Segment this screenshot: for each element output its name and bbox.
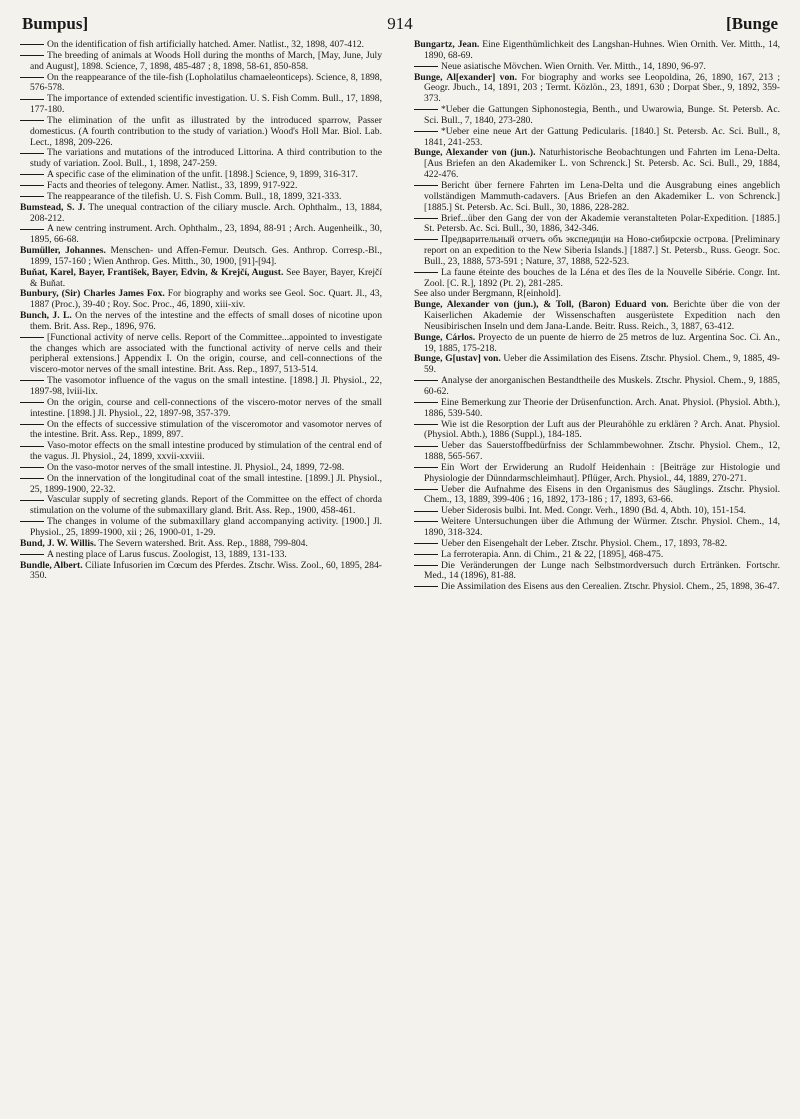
bibliography-entry: [414, 441, 780, 463]
entry-text: On the nerves of the intestine and the effects of small doses of nicotine upon them. Brit. Ass. Rep., 1896, 976.: [30, 310, 382, 332]
entry-text: Ein Wort der Erwiderung an Rudolf Heidenhain : [Beiträge zur Histologie und Physiologie der Dünndarmschleimhaut]. Pflüger, Arch. Physiol., 44, 1889, 270-271.: [424, 461, 780, 484]
bibliography-entry: [414, 582, 780, 593]
bibliography-entry: [20, 561, 382, 583]
entry-text: The changes in volume of the submaxillary gland accompanying activity. [1900.] Jl. Physiol., 25, 1899-1900, xii ; 26, 1900-01, 1-29.: [30, 516, 382, 538]
entry-text: Berichte über die von der Kaiserlichen Akademie der Wissenschaften ausgerüstete Expedition nach den Neusibirischen Inseln und dem Jana-Lande. Beitr. Russ. Reich., 3, 1887, 63-412.: [424, 299, 781, 332]
entry-text: *Ueber die Gattungen Siphonostegia, Benth., und Uwarowia, Bunge. St. Petersb. Ac. Sci. Bull., 7, 1840, 273-280.: [424, 104, 780, 126]
bibliography-entry: [414, 300, 780, 333]
ditto-dash: [414, 467, 438, 468]
entry-text: Naturhistorische Beobachtungen und Fahrten im Lena-Delta. [Aus Briefen an den Akademiker L. von Schrenck.] St. Petersb. Ac. Sci. Bull., 29, 1884, 422-476.: [424, 147, 780, 181]
ditto-dash: [20, 174, 44, 175]
bibliography-entry: [414, 127, 780, 149]
bibliography-entry: [20, 398, 382, 420]
ditto-dash: [414, 521, 438, 522]
ditto-dash: [414, 402, 438, 403]
ditto-dash: [20, 424, 44, 425]
bibliography-entry: [414, 148, 780, 181]
bibliography-entry: [20, 311, 382, 333]
ditto-dash: [20, 478, 44, 479]
entry-text: Ueber die Aufnahme des Eisens in den Organismus des Säuglings. Ztschr. Physiol. Chem., 13, 1889, 399-406 ; 16, 1892, 173-186 ; 17, 1893, 63-66.: [424, 483, 780, 506]
ditto-dash: [414, 185, 438, 186]
entry-author: Bunch, J. L.: [20, 310, 72, 322]
bibliography-entry: [414, 181, 780, 214]
entry-author: Bumüller, Johannes.: [20, 245, 106, 257]
bibliography-entry: [20, 289, 382, 311]
entry-text: Ueber Siderosis bulbi. Int. Med. Congr. Verh., 1890 (Bd. 4, Abth. 10), 151-154.: [441, 505, 746, 517]
ditto-dash: [414, 131, 438, 132]
entry-text: A new centring instrument. Arch. Ophthalm., 23, 1894, 88-91 ; Arch. Augenheilk., 30, 1895, 66-68.: [30, 223, 382, 246]
ditto-dash: [414, 66, 438, 67]
entry-text: Vascular supply of secreting glands. Report of the Committee on the effect of chorda stimulation on the volume of the submaxillary gland. Brit. Ass. Rep., 1900, 458-461.: [30, 494, 382, 517]
ditto-dash: [20, 185, 44, 186]
bibliography-entry: [20, 495, 382, 517]
right-column: [414, 40, 780, 593]
entry-text: Eine Bemerkung zur Theorie der Drüsenfunction. Arch. Anat. Physiol. (Physiol. Abth.), 1886, 539-540.: [424, 396, 780, 419]
ditto-dash: [20, 229, 44, 230]
ditto-dash: [414, 380, 438, 381]
bibliography-entry: [414, 214, 780, 236]
entry-text: Eine Eigenthümlichkeit des Langshan-Huhnes. Wien Ornith. Ver. Mitth., 14, 1890, 68-69.: [424, 39, 781, 61]
entry-text: Ueber die Assimilation des Eisens. Ztschr. Physiol. Chem., 9, 1885, 49-59.: [424, 353, 780, 376]
entry-text: The elimination of the unfit as illustrated by the introduced sparrow, Passer domesticus. (A fourth contribution to the study of variation.) Wood's Holl Mar. Biol. Lab. Lect., 1898, 209-226.: [30, 114, 382, 148]
entry-text: Wie ist die Resorption der Luft aus der Pleurahöhle zu erklären ? Arch. Anat. Physiol. (Physiol. Abth.), 1886 (Suppl.), 184-185.: [424, 418, 780, 441]
entry-text: Ueber den Eisengehalt der Leber. Ztschr. Physiol. Chem., 17, 1893, 78-82.: [441, 537, 728, 549]
ditto-dash: [414, 109, 438, 110]
entry-text: Weitere Untersuchungen über die Athmung der Würmer. Ztschr. Physiol. Chem., 14, 1890, 318-324.: [424, 516, 780, 538]
entry-text: On the origin, course and cell-connections of the viscero-motor nerves of the small intestine. [1898.] Jl. Physiol., 22, 1897-98, 357-379.: [30, 396, 382, 419]
bibliography-entry: [414, 40, 780, 62]
ditto-dash: [414, 511, 438, 512]
ditto-dash: [20, 337, 44, 338]
entry-text: A nesting place of Larus fuscus. Zoologist, 13, 1889, 131-133.: [47, 548, 287, 560]
bibliography-entry: [414, 561, 780, 583]
entry-text: Analyse der anorganischen Bestandtheile des Muskels. Ztschr. Physiol. Chem., 9, 1885, 60-62.: [424, 375, 780, 397]
ditto-dash: [20, 44, 44, 45]
bibliography-entry: [20, 116, 382, 149]
bibliography-entry: [20, 441, 382, 463]
ditto-dash: [414, 424, 438, 425]
bibliography-entry: [20, 94, 382, 116]
bibliography-entry: [414, 485, 780, 507]
entry-text: Ciliate Infusorien im Cœcum des Pferdes. Ztschr. Wiss. Zool., 60, 1895, 284-350.: [30, 559, 383, 582]
entry-author: Buňat, Karel, Bayer, František, Bayer, Edvin, & Krejčí, August.: [20, 266, 284, 278]
entry-author: Bund, J. W. Willis.: [20, 537, 97, 549]
ditto-dash: [20, 55, 44, 56]
ditto-dash: [20, 521, 44, 522]
entry-text: A specific case of the elimination of the unfit. [1898.] Science, 9, 1899, 316-317.: [47, 169, 358, 181]
bibliography-entry: [20, 203, 382, 225]
bibliography-entry: [414, 105, 780, 127]
entry-author: Bunge, Alexander von (jun.).: [414, 147, 536, 159]
entry-text: Facts and theories of telegony. Amer. Natlist., 33, 1899, 917-922.: [47, 179, 298, 191]
ditto-dash: [20, 554, 44, 555]
bibliography-entry: [414, 268, 780, 290]
entry-text: See Bayer, Bayer, Krejčí & Buňat.: [30, 266, 382, 289]
bibliography-entry: [20, 517, 382, 539]
entry-author: Bunge, Cárlos.: [414, 331, 476, 343]
bibliography-entry: [414, 517, 780, 539]
ditto-dash: [414, 272, 438, 273]
entry-text: Ueber das Sauerstoffbedürfniss der Schlammbewohner. Ztschr. Physiol. Chem., 12, 1888, 565-567.: [424, 440, 780, 463]
ditto-dash: [414, 446, 438, 447]
entry-author: Bundle, Albert.: [20, 559, 83, 571]
bibliography-entry: [20, 73, 382, 95]
entry-text: The reappearance of the tilefish. U. S. Fish Comm. Bull., 18, 1899, 321-333.: [47, 190, 342, 202]
entry-author: Bunge, Alexander von (jun.), & Toll, (Baron) Eduard von.: [414, 299, 669, 311]
bibliography-entry: [414, 376, 780, 398]
ditto-dash: [20, 196, 44, 197]
bibliography-entry: [20, 51, 382, 73]
ditto-dash: [414, 543, 438, 544]
entry-text: The variations and mutations of the introduced Littorina. A third contribution to the study of variation. Zool. Bull., 1, 1898, 247-259.: [30, 147, 382, 170]
entry-text: The vasomotor influence of the vagus on the small intestine. [1898.] Jl. Physiol., 22, 1897-98, lviii-lix.: [30, 375, 382, 397]
ditto-dash: [20, 77, 44, 78]
entry-text: Brief...über den Gang der von der Akademie veranstalteten Polar-Expedition. [1885.] St. Petersb. Ac. Sci. Bull., 30, 1886, 342-346.: [424, 212, 780, 235]
bibliography-entry: [414, 354, 780, 376]
entry-text: Bericht über fernere Fahrten im Lena-Delta und die Ausgrabung eines angeblich vollständigen Mammuth-cadavers. [Aus Briefen an den Akademiker L. von Schrenck.] [1885.] St. Petersb. Ac. Sci. Bull., 30, 1886, 228-282.: [424, 179, 780, 213]
entry-text: For biography and works see Geol. Soc. Quart. Jl., 43, 1887 (Proc.), 39-40 ; Roy. Soc. Proc., 46, 1890, xiii-xiv.: [30, 288, 382, 311]
bibliography-entry: [20, 268, 382, 290]
entry-text: On the effects of successive stimulation of the visceromotor and vasomotor nerves of the intestine. Brit. Ass. Rep., 1899, 897.: [30, 418, 382, 441]
entry-text: The importance of extended scientific investigation. U. S. Fish Comm. Bull., 17, 1898, 177-180.: [30, 93, 382, 116]
ditto-dash: [414, 586, 438, 587]
entry-text: On the identification of fish artificially hatched. Amer. Natlist., 32, 1898, 407-412.: [47, 39, 365, 50]
bibliography-entry: [414, 398, 780, 420]
entry-text: For biography and works see Leopoldina, 26, 1890, 167, 213 ; Geogr. Jbuch., 14, 1891, 203 ; Termt. Közlön., 23, 1891, 630 ; Dorpat Sber., 9, 1892, 359-373.: [424, 71, 780, 105]
entry-text: Die Assimilation des Eisens aus den Cerealien. Ztschr. Physiol. Chem., 25, 1898, 36-47.: [441, 581, 780, 593]
entry-text: La ferroterapia. Ann. di Chim., 21 & 22, [1895], 468-475.: [441, 548, 664, 560]
bibliography-entry: [414, 235, 780, 268]
bibliography-entry: [20, 376, 382, 398]
entry-author: Bunge, G[ustav] von.: [414, 353, 501, 365]
bibliography-entry: [414, 333, 780, 355]
ditto-dash: [414, 218, 438, 219]
entry-text: La faune éteinte des bouches de la Léna et des îles de la Nouvelle Sibérie. Congr. Int. Zool. [C. R.], 1892 (Pt. 2), 281-285.: [424, 266, 780, 289]
entry-text: The unequal contraction of the ciliary muscle. Arch. Ophthalm., 13, 1884, 208-212.: [30, 201, 382, 224]
ditto-dash: [20, 380, 44, 381]
entry-text: On the innervation of the longitudinal coat of the small intestine. [1899.] Jl. Physiol., 25, 1899-1900, 22-32.: [30, 472, 382, 495]
entry-author: Bumstead, S. J.: [20, 201, 86, 213]
ditto-dash: [414, 489, 438, 490]
bibliography-entry: [20, 420, 382, 442]
entry-text: The Severn watershed. Brit. Ass. Rep., 1888, 799-804.: [98, 537, 308, 549]
ditto-dash: [20, 120, 44, 121]
entry-author: Bunge, Al[exander] von.: [414, 71, 518, 83]
ditto-dash: [414, 554, 438, 555]
entry-text: [Functional activity of nerve cells. Report of the Committee...appointed to investigate the changes which are associated with the functional activity of nerve cells and their peripheral extensions.] Appendix I. On the origin, course, and cell-connections of the viscero-motor nerves of the small intestine. Brit. Ass. Rep., 1897, 513-514.: [30, 331, 382, 376]
entry-text: Menschen- und Affen-Femur. Deutsch. Ges. Anthrop. Corresp.-Bl., 1899, 157-160 ; Wien Anthrop. Ges. Mitth., 30, 1900, [91]-[94].: [30, 245, 382, 267]
entry-author: Bunbury, (Sir) Charles James Fox.: [20, 288, 165, 300]
bibliography-entry: [20, 474, 382, 496]
entry-text: The breeding of animals at Woods Holl during the months of March, [May, June, July and August], 1898. Science, 7, 1898, 485-487 ; 8, 1898, 58-61, 850-858.: [30, 49, 382, 72]
entry-text: Proyecto de un puente de hierro de 25 metros de luz. Argentina Soc. Ci. An., 19, 1885, 175-218.: [424, 331, 781, 354]
entry-text: Neue asiatische Mövchen. Wien Ornith. Ver. Mitth., 14, 1890, 96-97.: [441, 60, 706, 72]
ditto-dash: [414, 565, 438, 566]
entry-text: Предварительный отчетъ объ экспедиціи на Ново-сибирскіе острова. [Preliminary report on an expedition to the New Siberia Islands.] [1887.] St. Petersb., Russ. Geogr. Soc. Bull., 23, 1888, 573-591 ; Nature, 37, 1888, 522-523.: [424, 234, 780, 267]
bibliography-entry: [414, 463, 780, 485]
ditto-dash: [414, 239, 438, 240]
bibliography-entry: [20, 148, 382, 170]
entry-text: Vaso-motor effects on the small intestine produced by stimulation of the central end of the vagus. Jl. Physiol., 24, 1899, xxvii-xxviii.: [30, 440, 382, 463]
header-right: [Bunge: [726, 14, 778, 33]
entry-text: On the reappearance of the tile-fish (Lopholatilus chamaeleonticeps). Science, 8, 1898, 576-578.: [30, 71, 382, 94]
left-column: [20, 40, 382, 582]
ditto-dash: [20, 402, 44, 403]
entry-text: See also under Bergmann, R[einhold].: [414, 288, 561, 300]
header-left: Bumpus]: [22, 14, 89, 33]
ditto-dash: [20, 467, 44, 468]
bibliography-entry: [20, 246, 382, 268]
ditto-dash: [20, 99, 44, 100]
entry-text: Die Veränderungen der Lunge nach Selbstmordversuch durch Ertränken. Fortschr. Med., 14 (1896), 81-88.: [424, 559, 780, 582]
bibliography-entry: [414, 73, 780, 106]
ditto-dash: [20, 500, 44, 501]
entry-text: *Ueber eine neue Art der Gattung Pedicularis. [1840.] St. Petersb. Ac. Sci. Bull., 8, 1841, 241-253.: [424, 125, 780, 148]
bibliography-entry: [20, 224, 382, 246]
bibliography-entry: [20, 333, 382, 376]
bibliography-entry: [414, 420, 780, 442]
page-number: 914: [387, 14, 413, 33]
ditto-dash: [20, 153, 44, 154]
entry-author: Bungartz, Jean.: [414, 39, 480, 50]
ditto-dash: [20, 446, 44, 447]
entry-text: On the vaso-motor nerves of the small intestine. Jl. Physiol., 24, 1899, 72-98.: [47, 461, 345, 473]
